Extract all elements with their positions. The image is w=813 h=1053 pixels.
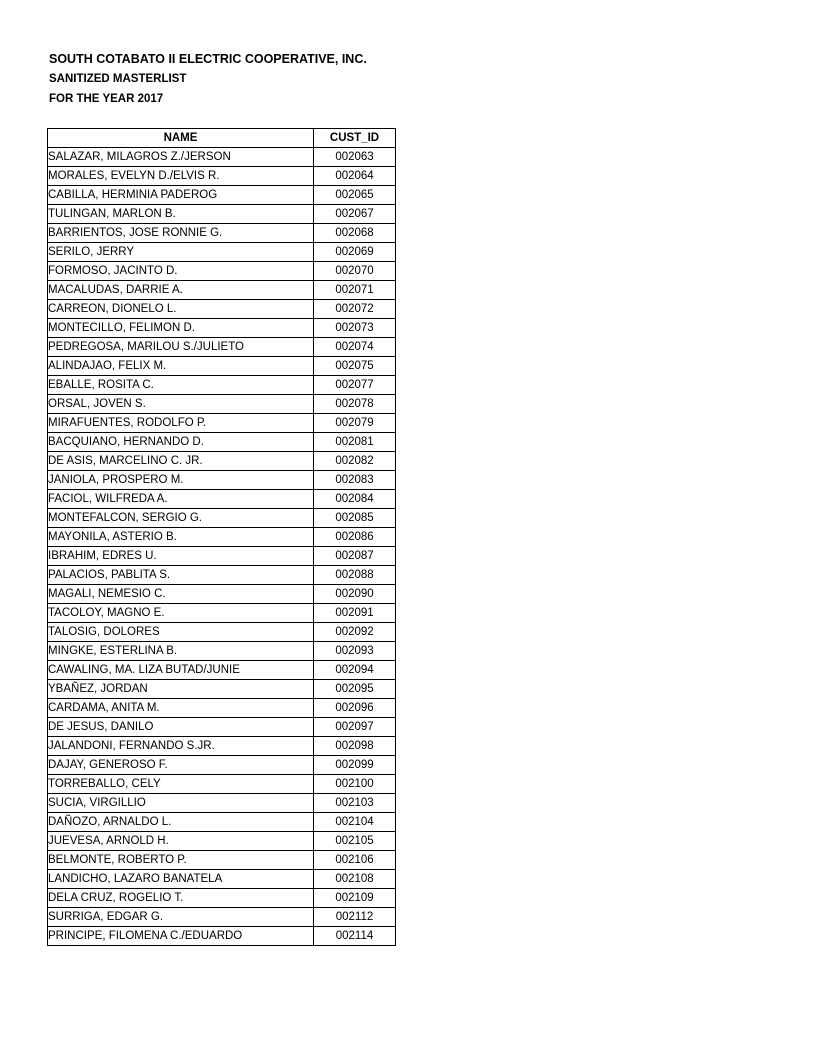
table-row bbox=[48, 319, 396, 338]
table-row bbox=[48, 680, 396, 699]
table-row bbox=[48, 433, 396, 452]
customer-id: 002105 bbox=[314, 832, 396, 851]
customer-name: DELA CRUZ, ROGELIO T. bbox=[48, 889, 314, 908]
customer-name: FACIOL, WILFREDA A. bbox=[48, 490, 314, 509]
table-row bbox=[48, 756, 396, 775]
table-row bbox=[48, 623, 396, 642]
customer-id: 002099 bbox=[314, 756, 396, 775]
customer-name: IBRAHIM, EDRES U. bbox=[48, 547, 314, 566]
table-row bbox=[48, 243, 396, 262]
customer-name: JUEVESA, ARNOLD H. bbox=[48, 832, 314, 851]
customer-id: 002108 bbox=[314, 870, 396, 889]
table-header-row bbox=[48, 129, 396, 148]
customer-name: PEDREGOSA, MARILOU S./JULIETO bbox=[48, 338, 314, 357]
customer-name: FORMOSO, JACINTO D. bbox=[48, 262, 314, 281]
customer-name: PALACIOS, PABLITA S. bbox=[48, 566, 314, 585]
customer-name: SALAZAR, MILAGROS Z./JERSON bbox=[48, 148, 314, 167]
table-row bbox=[48, 813, 396, 832]
customer-name: BELMONTE, ROBERTO P. bbox=[48, 851, 314, 870]
year-line: FOR THE YEAR 2017 bbox=[49, 93, 164, 105]
customer-id: 002070 bbox=[314, 262, 396, 281]
table-row bbox=[48, 566, 396, 585]
customer-id: 002091 bbox=[314, 604, 396, 623]
table-row bbox=[48, 148, 396, 167]
customer-id: 002087 bbox=[314, 547, 396, 566]
customer-id: 002085 bbox=[314, 509, 396, 528]
customer-id: 002094 bbox=[314, 661, 396, 680]
table-row bbox=[48, 604, 396, 623]
customer-id: 002097 bbox=[314, 718, 396, 737]
customer-name: MINGKE, ESTERLINA B. bbox=[48, 642, 314, 661]
customer-id: 002063 bbox=[314, 148, 396, 167]
customer-name: MACALUDAS, DARRIE A. bbox=[48, 281, 314, 300]
table-row bbox=[48, 395, 396, 414]
customer-id: 002072 bbox=[314, 300, 396, 319]
customer-name: DE ASIS, MARCELINO C. JR. bbox=[48, 452, 314, 471]
column-header-cust-id: CUST_ID bbox=[314, 129, 396, 148]
table-row bbox=[48, 376, 396, 395]
customer-id: 002078 bbox=[314, 395, 396, 414]
customer-name: MIRAFUENTES, RODOLFO P. bbox=[48, 414, 314, 433]
customer-name: MONTEFALCON, SERGIO G. bbox=[48, 509, 314, 528]
customer-id: 002081 bbox=[314, 433, 396, 452]
table-row bbox=[48, 300, 396, 319]
table-row bbox=[48, 281, 396, 300]
customer-id: 002069 bbox=[314, 243, 396, 262]
table-row bbox=[48, 851, 396, 870]
customer-id: 002064 bbox=[314, 167, 396, 186]
customer-name: BACQUIANO, HERNANDO D. bbox=[48, 433, 314, 452]
table-row bbox=[48, 186, 396, 205]
customer-id: 002084 bbox=[314, 490, 396, 509]
table-row bbox=[48, 927, 396, 946]
customer-name: YBAÑEZ, JORDAN bbox=[48, 680, 314, 699]
table-row bbox=[48, 490, 396, 509]
customer-name: PRINCIPE, FILOMENA C./EDUARDO bbox=[48, 927, 314, 946]
customer-id: 002112 bbox=[314, 908, 396, 927]
customer-name: TORREBALLO, CELY bbox=[48, 775, 314, 794]
customer-name: CARREON, DIONELO L. bbox=[48, 300, 314, 319]
customer-id: 002090 bbox=[314, 585, 396, 604]
table-row bbox=[48, 338, 396, 357]
customer-id: 002098 bbox=[314, 737, 396, 756]
customer-id: 002077 bbox=[314, 376, 396, 395]
customer-name: DE JESUS, DANILO bbox=[48, 718, 314, 737]
document-subtitle: SANITIZED MASTERLIST bbox=[49, 73, 187, 85]
customer-id: 002083 bbox=[314, 471, 396, 490]
customer-id: 002065 bbox=[314, 186, 396, 205]
customer-name: TULINGAN, MARLON B. bbox=[48, 205, 314, 224]
table-row bbox=[48, 205, 396, 224]
customer-id: 002096 bbox=[314, 699, 396, 718]
customer-name: TALOSIG, DOLORES bbox=[48, 623, 314, 642]
table-row bbox=[48, 642, 396, 661]
customer-name: JANIOLA, PROSPERO M. bbox=[48, 471, 314, 490]
table-row bbox=[48, 224, 396, 243]
customer-name: MORALES, EVELYN D./ELVIS R. bbox=[48, 167, 314, 186]
table-row bbox=[48, 357, 396, 376]
customer-name: CAWALING, MA. LIZA BUTAD/JUNIE bbox=[48, 661, 314, 680]
customer-id: 002068 bbox=[314, 224, 396, 243]
table-row bbox=[48, 718, 396, 737]
customer-id: 002071 bbox=[314, 281, 396, 300]
customer-name: ALINDAJAO, FELIX M. bbox=[48, 357, 314, 376]
customer-name: ORSAL, JOVEN S. bbox=[48, 395, 314, 414]
customer-name: CABILLA, HERMINIA PADEROG bbox=[48, 186, 314, 205]
customer-name: JALANDONI, FERNANDO S.JR. bbox=[48, 737, 314, 756]
table-row bbox=[48, 794, 396, 813]
customer-id: 002082 bbox=[314, 452, 396, 471]
table-row bbox=[48, 509, 396, 528]
table-row bbox=[48, 262, 396, 281]
table-body bbox=[48, 148, 396, 946]
table-row bbox=[48, 870, 396, 889]
table-row bbox=[48, 414, 396, 433]
customer-id: 002086 bbox=[314, 528, 396, 547]
customer-id: 002106 bbox=[314, 851, 396, 870]
customer-name: MAYONILA, ASTERIO B. bbox=[48, 528, 314, 547]
document-header bbox=[49, 49, 367, 109]
customer-id: 002103 bbox=[314, 794, 396, 813]
table-row bbox=[48, 167, 396, 186]
customer-name: MONTECILLO, FELIMON D. bbox=[48, 319, 314, 338]
masterlist-table bbox=[47, 128, 396, 946]
column-header-name: NAME bbox=[48, 129, 314, 148]
table-row bbox=[48, 908, 396, 927]
table-row bbox=[48, 585, 396, 604]
table-row bbox=[48, 737, 396, 756]
customer-name: SURRIGA, EDGAR G. bbox=[48, 908, 314, 927]
table-row bbox=[48, 661, 396, 680]
table-row bbox=[48, 775, 396, 794]
organization-title: SOUTH COTABATO II ELECTRIC COOPERATIVE, INC. bbox=[49, 52, 367, 66]
table-row bbox=[48, 889, 396, 908]
customer-id: 002114 bbox=[314, 927, 396, 946]
table-row bbox=[48, 528, 396, 547]
table-row bbox=[48, 547, 396, 566]
customer-name: CARDAMA, ANITA M. bbox=[48, 699, 314, 718]
customer-name: SERILO, JERRY bbox=[48, 243, 314, 262]
customer-id: 002092 bbox=[314, 623, 396, 642]
customer-name: TACOLOY, MAGNO E. bbox=[48, 604, 314, 623]
customer-id: 002104 bbox=[314, 813, 396, 832]
customer-name: MAGALI, NEMESIO C. bbox=[48, 585, 314, 604]
customer-id: 002100 bbox=[314, 775, 396, 794]
customer-name: BARRIENTOS, JOSE RONNIE G. bbox=[48, 224, 314, 243]
table-row bbox=[48, 699, 396, 718]
table-row bbox=[48, 452, 396, 471]
table-row bbox=[48, 832, 396, 851]
customer-id: 002095 bbox=[314, 680, 396, 699]
customer-name: DAJAY, GENEROSO F. bbox=[48, 756, 314, 775]
customer-id: 002088 bbox=[314, 566, 396, 585]
table-row bbox=[48, 471, 396, 490]
customer-name: SUCIA, VIRGILLIO bbox=[48, 794, 314, 813]
customer-id: 002093 bbox=[314, 642, 396, 661]
customer-id: 002109 bbox=[314, 889, 396, 908]
customer-name: DAÑOZO, ARNALDO L. bbox=[48, 813, 314, 832]
customer-name: EBALLE, ROSITA C. bbox=[48, 376, 314, 395]
customer-id: 002079 bbox=[314, 414, 396, 433]
customer-id: 002067 bbox=[314, 205, 396, 224]
customer-id: 002074 bbox=[314, 338, 396, 357]
customer-name: LANDICHO, LAZARO BANATELA bbox=[48, 870, 314, 889]
customer-id: 002075 bbox=[314, 357, 396, 376]
customer-id: 002073 bbox=[314, 319, 396, 338]
